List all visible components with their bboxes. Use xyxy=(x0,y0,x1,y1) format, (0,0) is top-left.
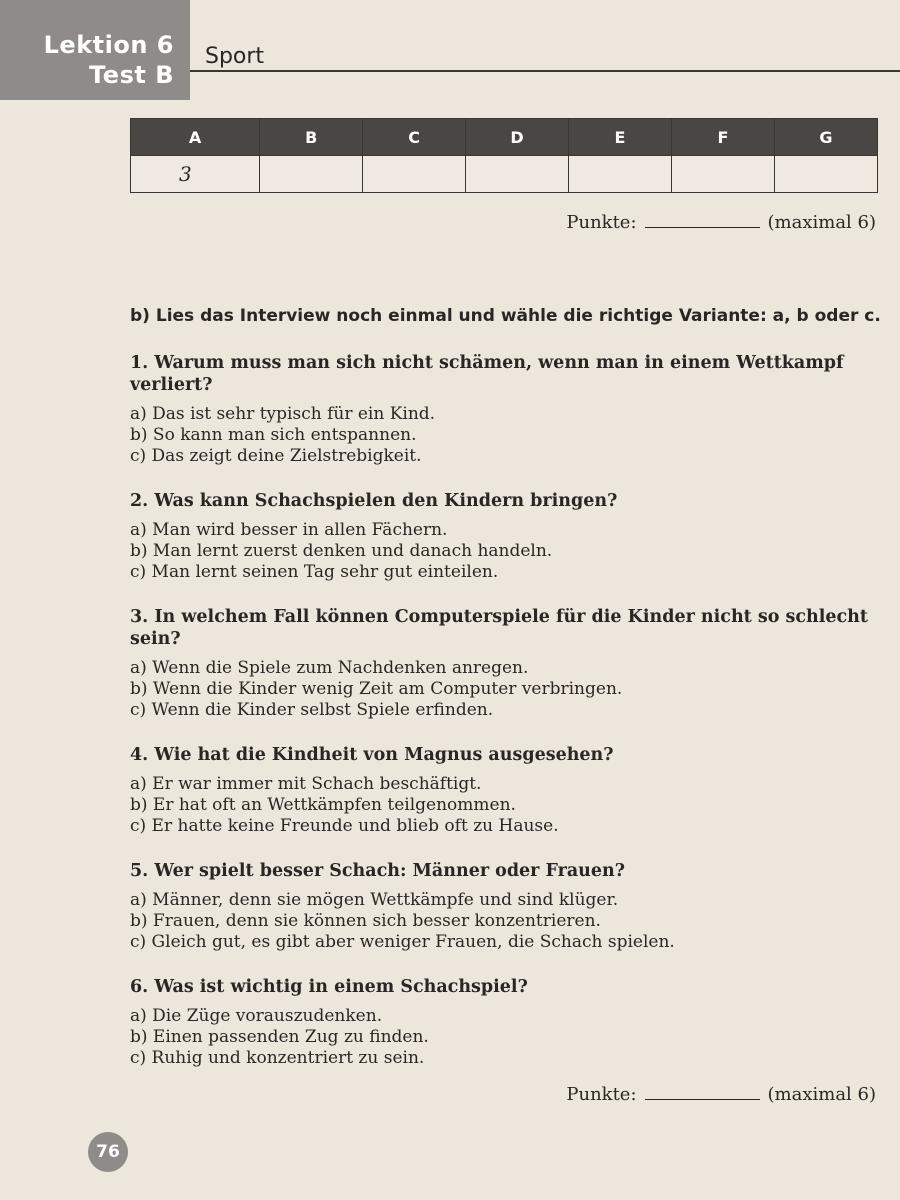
answer-cell-d[interactable] xyxy=(466,156,569,193)
option-a[interactable]: a) Wenn die Spiele zum Nachdenken anregen. xyxy=(130,658,529,678)
option-b[interactable]: b) So kann man sich entspannen. xyxy=(130,425,417,445)
option-c[interactable]: c) Er hatte keine Freunde und blieb oft zu Hause. xyxy=(130,816,559,836)
option-b[interactable]: b) Einen passenden Zug zu finden. xyxy=(130,1027,429,1047)
header-divider xyxy=(190,70,900,72)
option-a[interactable]: a) Er war immer mit Schach beschäftigt. xyxy=(130,774,482,794)
question-text: 3. In welchem Fall können Computerspiele für die Kinder nicht so schlecht sein? xyxy=(130,607,868,649)
option-c[interactable]: c) Man lernt seinen Tag sehr gut einteilen. xyxy=(130,562,499,582)
option-a[interactable]: a) Das ist sehr typisch für ein Kind. xyxy=(130,404,436,424)
score-line-b xyxy=(566,1084,876,1105)
column-header-d: D xyxy=(466,119,569,156)
question-text: 6. Was ist wichtig in einem Schachspiel? xyxy=(130,977,528,997)
score-blank[interactable] xyxy=(645,1098,760,1100)
option-b[interactable]: b) Wenn die Kinder wenig Zeit am Computer verbringen. xyxy=(130,679,623,699)
score-label: Punkte: xyxy=(566,1084,637,1105)
answer-cell-b[interactable] xyxy=(260,156,363,193)
question-6 xyxy=(130,976,880,1069)
topic-title: Sport xyxy=(205,44,265,69)
question-5 xyxy=(130,860,880,953)
answer-cell-f[interactable] xyxy=(672,156,775,193)
answer-cell-g[interactable] xyxy=(774,156,877,193)
option-c[interactable]: c) Das zeigt deine Zielstrebigkeit. xyxy=(130,446,422,466)
question-text: 4. Wie hat die Kindheit von Magnus ausgesehen? xyxy=(130,745,614,765)
option-a[interactable]: a) Männer, denn sie mögen Wettkämpfe und sind klüger. xyxy=(130,890,619,910)
test-label: Test B xyxy=(89,61,174,89)
option-c[interactable]: c) Gleich gut, es gibt aber weniger Frauen, die Schach spielen. xyxy=(130,932,675,952)
column-header-e: E xyxy=(569,119,672,156)
column-header-a: A xyxy=(131,119,260,156)
option-b[interactable]: b) Er hat oft an Wettkämpfen teilgenommen. xyxy=(130,795,516,815)
answer-cell-c[interactable] xyxy=(363,156,466,193)
lesson-badge xyxy=(0,0,190,100)
answer-cell-e[interactable] xyxy=(569,156,672,193)
question-text: 2. Was kann Schachspielen den Kindern bringen? xyxy=(130,491,618,511)
score-line-a xyxy=(566,212,876,233)
answer-table-header-row xyxy=(131,119,878,156)
option-c[interactable]: c) Wenn die Kinder selbst Spiele erfinden. xyxy=(130,700,494,720)
score-label: Punkte: xyxy=(566,212,637,233)
question-2 xyxy=(130,490,880,583)
option-b[interactable]: b) Frauen, denn sie können sich besser konzentrieren. xyxy=(130,911,601,931)
section-b-instruction: b) Lies das Interview noch einmal und wähle die richtige Variante: a, b oder c. xyxy=(130,306,881,326)
question-4 xyxy=(130,744,880,837)
answer-cell-a[interactable]: 3 xyxy=(131,156,260,193)
score-max: (maximal 6) xyxy=(767,1084,876,1105)
question-1 xyxy=(130,352,880,467)
answer-table-answer-row xyxy=(131,156,878,193)
option-b[interactable]: b) Man lernt zuerst denken und danach handeln. xyxy=(130,541,553,561)
lesson-label: Lektion 6 xyxy=(43,31,174,59)
column-header-g: G xyxy=(774,119,877,156)
option-a[interactable]: a) Die Züge vorauszudenken. xyxy=(130,1006,383,1026)
page-number: 76 xyxy=(88,1132,128,1172)
question-text: 1. Warum muss man sich nicht schämen, wenn man in einem Wettkampf verliert? xyxy=(130,353,844,395)
answer-table xyxy=(130,118,878,193)
score-max: (maximal 6) xyxy=(767,212,876,233)
score-blank[interactable] xyxy=(645,226,760,228)
column-header-c: C xyxy=(363,119,466,156)
column-header-f: F xyxy=(672,119,775,156)
question-text: 5. Wer spielt besser Schach: Männer oder Frauen? xyxy=(130,861,626,881)
column-header-b: B xyxy=(260,119,363,156)
option-c[interactable]: c) Ruhig und konzentriert zu sein. xyxy=(130,1048,425,1068)
option-a[interactable]: a) Man wird besser in allen Fächern. xyxy=(130,520,448,540)
question-3 xyxy=(130,606,880,721)
